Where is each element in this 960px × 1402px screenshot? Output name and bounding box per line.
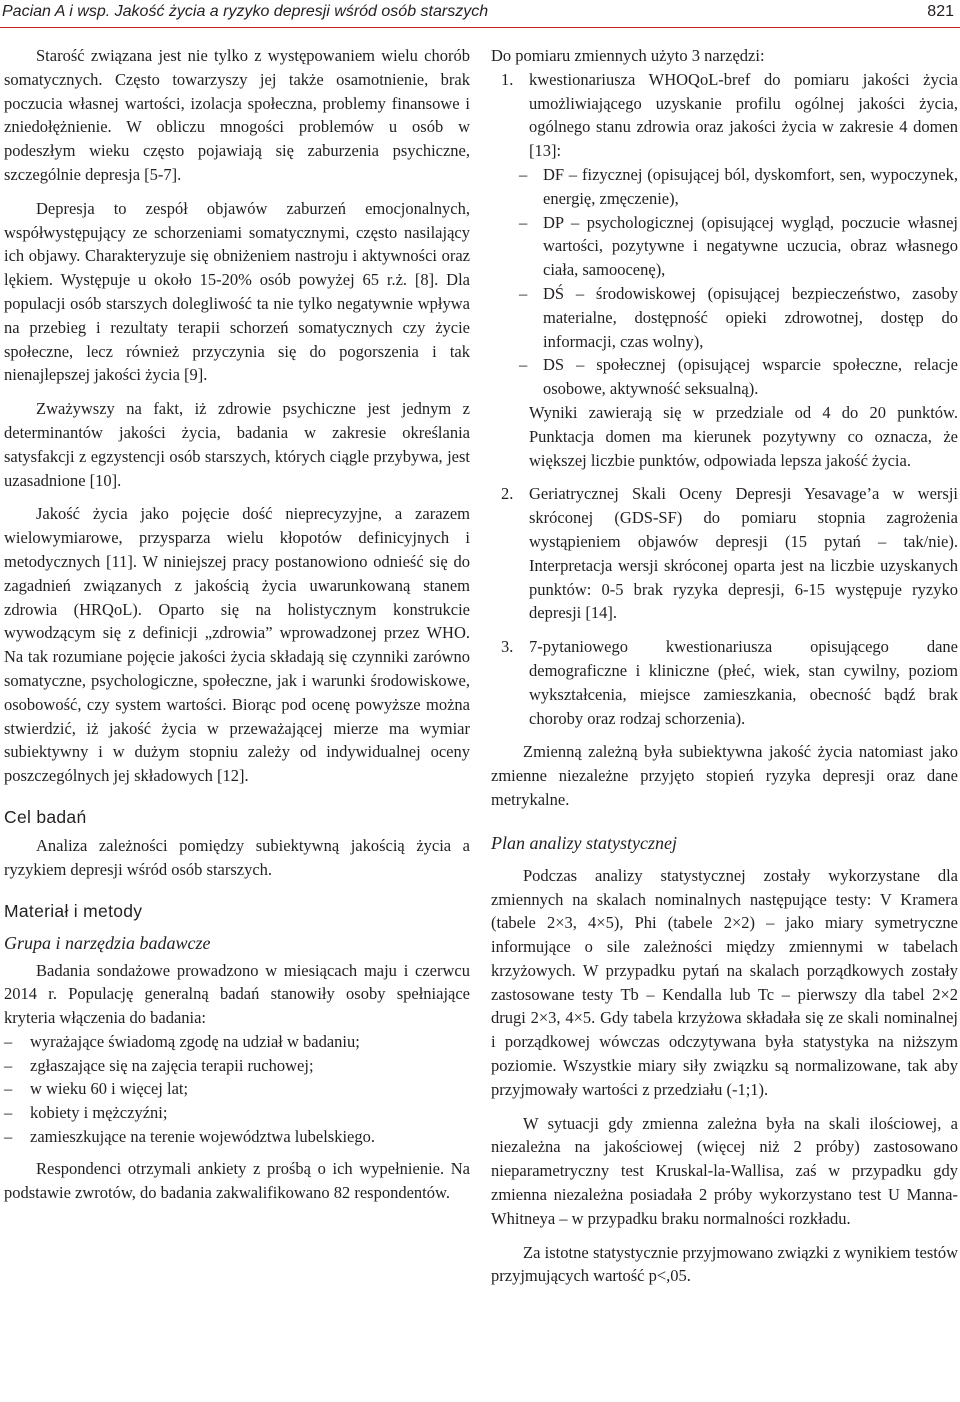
paragraph-variables: Zmienną zależną była subiektywna jakość życia natomiast jako zmienne niezależne przyjęto stopień ryzyka depresji oraz dane metrykalne. xyxy=(491,742,958,809)
subsection-heading-statistics: Plan analizy statystycznej xyxy=(491,832,677,853)
paragraph-respondents: Respondenci otrzymali ankiety z prośbą o ich wypełnienie. Na podstawie zwrotów, do badania zakwalifikowano 82 respondentów. xyxy=(4,1158,470,1202)
list-item: – wyrażające świadomą zgodę na udział w badaniu; xyxy=(4,1030,470,1054)
domain-text: DP – psychologicznej (opisującej wygląd, poczucie własnej wartości, pozytywne i negatywne uczucia, obraz własnego ciała, samoocenę), xyxy=(543,212,958,280)
section-heading-materials: Materiał i metody xyxy=(4,900,143,921)
left-column xyxy=(4,44,470,1204)
list-number: 3. xyxy=(501,637,514,657)
paragraph-statistics-1: Podczas analizy statystycznej zostały wykorzystane dla zmiennych na skalach nominalnych następujące testy: V Kramera (tabele 2×3, 4×5), Phi (tabele 2×2) – jako miary symetryczne informujące o sile zależności między zmiennymi w tabelach krzyżowych. W przypadku pytań na skalach porządkowych zostały zastosowane testy Tb – Kendalla lub Tc – pierwszy dla tabel 2×2 drugi 2×3, 4×5. Gdy tabela krzyżowa składała się ze skali nominalnej i porządkowej wówczas odczytywana była statystyka na niższym poziomie. Wszystkie miary siły związku są normalizowane, tak aby przyjmowały wartości z przedziału (-1;1). xyxy=(491,865,958,1099)
domain-text: DS – społecznej (opisującej wsparcie społeczne, relacje osobowe, aktywność seksualną). xyxy=(543,355,958,399)
list-number: 2. xyxy=(501,484,514,504)
paragraph-statistics-3: Za istotne statystycznie przyjmowano związki z wynikiem testów przyjmujących wartość p<,05. xyxy=(491,1242,958,1286)
list-item: – zgłaszające się na zajęcia terapii ruchowej; xyxy=(4,1054,470,1078)
paragraph-statistics-2: W sytuacji gdy zmienna zależna była na skali ilościowej, a niezależna na jakościowej (więcej niż 2 próby) zastosowano nieparametryczny test Kruskal-la-Wallisa, zaś w przypadku gdy zmienna niezależna posiadała 2 próby wykorzystano test U Manna-Whitneya – w przypadku braku normalności rozkładu. xyxy=(491,1113,958,1228)
paragraph-quality-of-life: Jakość życia jako pojęcie dość nieprecyzyjne, a zarazem wielowymiarowe, przysparza wielu kłopotów definicyjnych i metodycznych [11]. W niniejszej pracy postanowiono odnieść się do zagadnień związanych z jakością życia uwarunkowaną stanem zdrowia (HRQoL). Oparto się na holistycznym konstrukcie wywodzącym się z definicji „zdrowia” wprowadzonej przez WHO. Na tak rozumiane pojęcie jakości życia składają się czynniki zarówno somatyczne, psychologiczne, społeczne, jak i warunki środowiskowe, osobowość, czy system wartości. Biorąc pod ocenę powyższe można stwierdzić, iż jakość życia w przeważającej mierze ma wymiar subiektywny i w dużym stopniu zależy od indywidualnej oceny poszczególnych jej składowych [12]. xyxy=(4,504,470,786)
domain-list xyxy=(519,163,958,401)
list-number: 1. xyxy=(501,69,514,89)
running-header xyxy=(0,0,960,28)
list-item: – DP – psychologicznej (opisującej wygląd, poczucie własnej wartości, pozytywne i negatywne uczucia, obraz własnego ciała, samoocenę), xyxy=(519,212,958,280)
domain-text: DŚ – środowiskowej (opisującej bezpieczeństwo, zasoby materialne, dostępność opieki zdrowotnej, dostęp do informacji, czas wolny), xyxy=(543,283,958,351)
tool-after-text: Wyniki zawierają się w przedziale od 4 do 20 punktów. Punktacja domen ma kierunek pozytywny co oznacza, że większej liczbie punktów, odpowiada lepsza jakość życia. xyxy=(529,402,958,470)
list-item: – kobiety i mężczyźni; xyxy=(4,1101,470,1125)
paragraph-intro: Starość związana jest nie tylko z występowaniem wielu chorób somatycznych. Często towarzyszy jej także osamotnienie, brak poczucia własnej wartości, izolacja społeczna, problemy finansowe i zniedołężnienie. W obliczu mnogości problemów u osób w podeszłym wieku często pojawiają się zaburzenia psychiczne, szczególnie depresja [5-7]. xyxy=(4,46,470,184)
running-title: Pacian A i wsp. Jakość życia a ryzyko depresji wśród osób starszych xyxy=(2,3,489,20)
tools-list xyxy=(491,68,958,731)
list-item xyxy=(491,68,958,473)
tool-text: kwestionariusza WHOQoL-bref do pomiaru jakości życia umożliwiającego uzyskanie profilu ogólnej jakości życia, ogólnego stanu zdrowia oraz jakości życia w zakresie 4 domen [13]: xyxy=(529,69,958,161)
list-item: – DŚ – środowiskowej (opisującej bezpieczeństwo, zasoby materialne, dostępność opieki zdrowotnej, dostęp do informacji, czas wolny), xyxy=(519,283,958,351)
tool-text: Geriatrycznej Skali Oceny Depresji Yesavage’a w wersji skróconej (GDS-SF) do pomiaru stopnia zagrożenia wystąpieniem objawów depresji (15 pytań – tak/nie). Interpretacja wersji skróconej oparta jest na liczbie uzyskanych punktów: 0-5 brak ryzyka depresji, 6-15 występuje ryzyko depresji [14]. xyxy=(529,484,958,623)
list-item xyxy=(491,482,958,625)
paragraph-study: Badania sondażowe prowadzono w miesiącach maju i czerwcu 2014 r. Populację generalną badań stanowiły osoby spełniające kryteria włączenia do badania: xyxy=(4,960,470,1028)
tools-intro: Do pomiaru zmiennych użyto 3 narzędzi: xyxy=(491,46,765,65)
subsection-heading-group: Grupa i narzędzia badawcze xyxy=(4,932,211,953)
paragraph-depression: Depresja to zespół objawów zaburzeń emocjonalnych, współwystępujący ze schorzeniami somatycznymi, często nasilający ich objawy. Charakteryzuje się obniżeniem nastroju i aktywności oraz lękiem. Występuje u około 15-20% osób powyżej 65 r.ż. [8]. Dla populacji osób starszych dolegliwość ta nie tylko negatywnie wpływa na przebieg i rezultaty terapii schorzeń somatycznych czy życie społeczne, lecz również przyczynia się do pogorszenia i tak nienajlepszej jakości życia [9]. xyxy=(4,198,470,385)
inclusion-criteria-list xyxy=(4,1030,470,1149)
page-number: 821 xyxy=(927,3,954,20)
list-item xyxy=(491,635,958,730)
right-column xyxy=(491,44,958,1288)
section-heading-aim: Cel badań xyxy=(4,806,87,827)
paragraph-mental-health: Zważywszy na fakt, iż zdrowie psychiczne jest jednym z determinantów jakości życia, badania w zakresie określania satysfakcji z egzystencji osób starszych, których ciągle przybywa, jest uzasadnione [10]. xyxy=(4,399,470,490)
list-item: – w wieku 60 i więcej lat; xyxy=(4,1077,470,1101)
paragraph-aim: Analiza zależności pomiędzy subiektywną jakością życia a ryzykiem depresji wśród osób starszych. xyxy=(4,835,470,879)
domain-text: DF – fizycznej (opisującej ból, dyskomfort, sen, wypoczynek, energię, zmęczenie), xyxy=(543,164,958,208)
list-item: – DF – fizycznej (opisującej ból, dyskomfort, sen, wypoczynek, energię, zmęczenie), xyxy=(519,164,958,208)
list-item: – zamieszkujące na terenie województwa lubelskiego. xyxy=(4,1125,470,1149)
tool-text: 7-pytaniowego kwestionariusza opisującego dane demograficzne i kliniczne (płeć, wiek, stan cywilny, poziom wykształcenia, miejsce zamieszkania, obecność bądź brak choroby oraz rodzaj schorzenia). xyxy=(529,637,958,728)
list-item: – DS – społecznej (opisującej wsparcie społeczne, relacje osobowe, aktywność seksualną). xyxy=(519,355,958,399)
